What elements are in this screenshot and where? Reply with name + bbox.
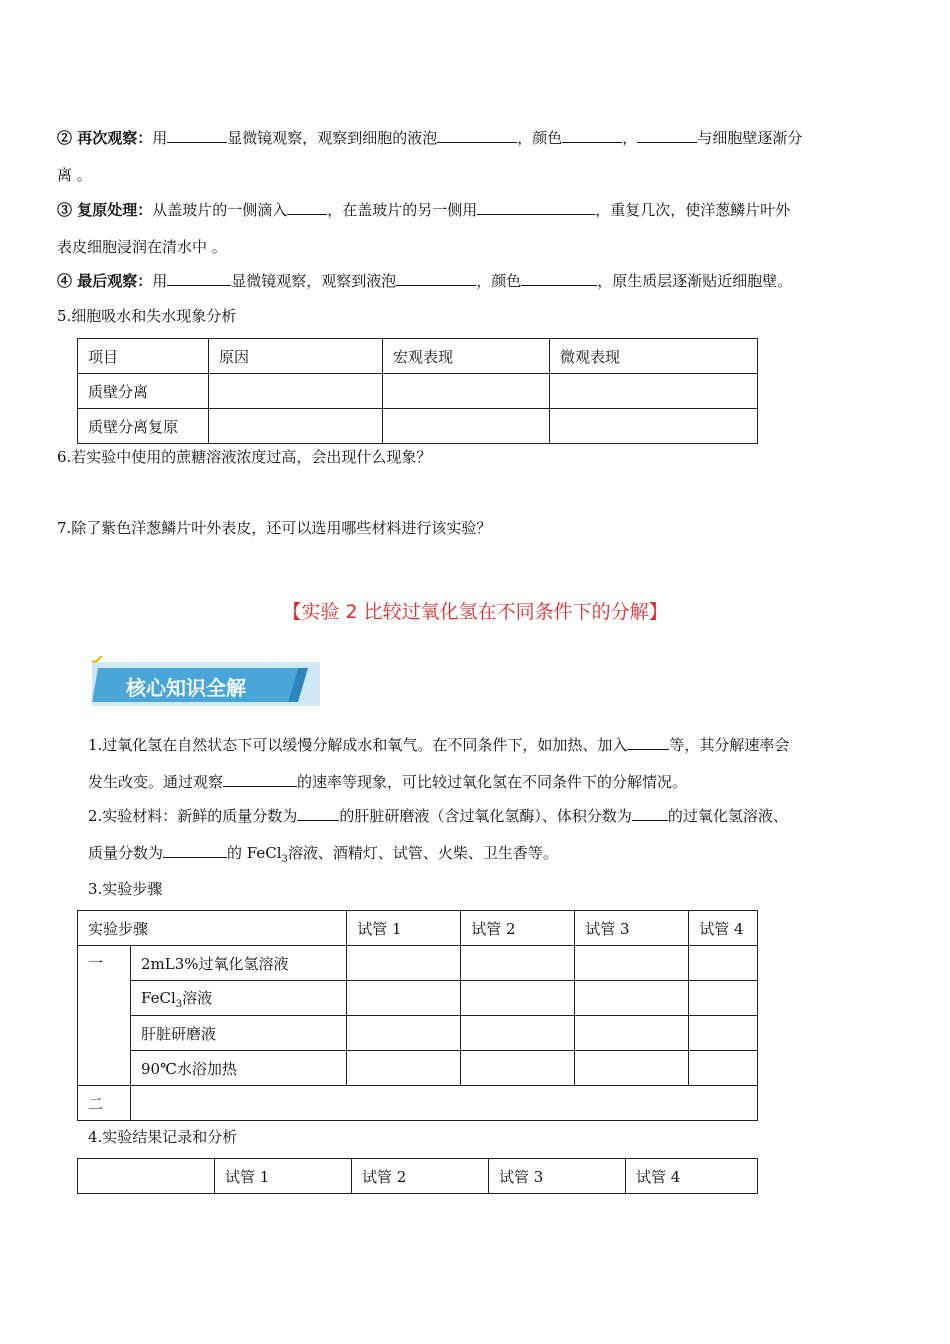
- k2-text5: 的 FeCl: [227, 844, 282, 862]
- k4-header-cell: 试管 1: [215, 1159, 352, 1194]
- step4-label: ④ 最后观察: [57, 272, 138, 290]
- step4-line1: [57, 271, 792, 291]
- core-knowledge-banner: [92, 656, 322, 712]
- q5-row-label: 质壁分离: [78, 374, 209, 409]
- table-row: [78, 1159, 758, 1194]
- step4-colon: ：: [137, 272, 153, 290]
- step3-line1: [57, 200, 790, 220]
- step3-text1: 从盖玻片的一侧滴入: [152, 201, 288, 219]
- k3-group1-label: 一: [78, 946, 131, 1086]
- k3-header-cell: 试管 4: [689, 911, 758, 946]
- step2-text1: 用: [152, 129, 168, 147]
- table-row: [78, 1051, 758, 1086]
- step2-blank-2[interactable]: [437, 128, 517, 143]
- section-title: 【实验 2 比较过氧化氢在不同条件下的分解】: [282, 601, 668, 623]
- k3-step-label: 2mL3%过氧化氢溶液: [131, 946, 347, 981]
- step3-line2: 表皮细胞浸润在清水中 。: [57, 238, 227, 256]
- k4-table: [77, 1158, 758, 1194]
- k3-cell[interactable]: [689, 946, 758, 981]
- step3-colon: ：: [137, 201, 153, 219]
- k3-step-label: [131, 981, 347, 1016]
- step4-text1: 用: [152, 272, 168, 290]
- k3-cell[interactable]: [461, 981, 575, 1016]
- q5-cell[interactable]: [383, 374, 550, 409]
- k3-step-label: 肝脏研磨液: [131, 1016, 347, 1051]
- table-row: [78, 374, 758, 409]
- q5-cell[interactable]: [550, 409, 758, 444]
- k4-header-cell: 试管 3: [489, 1159, 626, 1194]
- table-row: [78, 981, 758, 1016]
- step2-line1: [57, 128, 802, 148]
- q5-header-cell: 微观表现: [550, 339, 758, 374]
- k1-line1: [88, 735, 789, 755]
- k3-cell[interactable]: [575, 1051, 689, 1086]
- step2-label: ② 再次观察: [57, 129, 138, 147]
- step3-label: ③ 复原处理: [57, 201, 138, 219]
- k2-text1: 2.实验材料：新鲜的质量分数为: [88, 807, 298, 825]
- fecl-suffix: 溶液: [182, 988, 213, 1007]
- table-row: [78, 1016, 758, 1051]
- step2-colon: ：: [137, 129, 153, 147]
- step3-blank-2[interactable]: [477, 200, 595, 215]
- k4-header-cell: 试管 2: [352, 1159, 489, 1194]
- k3-group2-cell[interactable]: [131, 1086, 758, 1121]
- k3-table: [77, 910, 758, 1121]
- k3-cell[interactable]: [461, 1016, 575, 1051]
- table-row: [78, 339, 758, 374]
- fecl-sub: 3: [175, 998, 183, 1010]
- step4-text3: ，颜色: [476, 272, 522, 290]
- q5-table: [77, 338, 758, 444]
- k4-header-cell: 试管 4: [626, 1159, 758, 1194]
- q5-cell[interactable]: [209, 374, 383, 409]
- k3-cell[interactable]: [347, 981, 461, 1016]
- k1-line2: [88, 772, 687, 792]
- k3-header-cell: 实验步骤: [78, 911, 347, 946]
- table-row: [78, 911, 758, 946]
- k3-cell[interactable]: [689, 1016, 758, 1051]
- table-row: [78, 1086, 758, 1121]
- banner-text: 核心知识全解: [126, 676, 246, 700]
- k3-cell[interactable]: [575, 946, 689, 981]
- k3-header-cell: 试管 3: [575, 911, 689, 946]
- q5-cell[interactable]: [209, 409, 383, 444]
- k3-group2-label: 二: [78, 1086, 131, 1121]
- k1-text2: 等，其分解速率会: [669, 736, 790, 754]
- step2-text2: 显微镜观察，观察到细胞的液泡: [227, 129, 438, 147]
- checkmark-icon: [92, 656, 112, 662]
- k2-text3: 的过氧化氢溶液、: [667, 807, 788, 825]
- k3-cell[interactable]: [347, 1016, 461, 1051]
- step4-text2: 显微镜观察，观察到液泡: [231, 272, 397, 290]
- k3-cell[interactable]: [575, 1016, 689, 1051]
- k3-cell[interactable]: [347, 946, 461, 981]
- k3-header-cell: 试管 2: [461, 911, 575, 946]
- q5-cell[interactable]: [550, 374, 758, 409]
- k2-sub: 3: [281, 854, 288, 865]
- k3-cell[interactable]: [461, 1051, 575, 1086]
- k2-line2: [88, 843, 558, 870]
- k3-cell[interactable]: [461, 946, 575, 981]
- q5-row-label: 质壁分离复原: [78, 409, 209, 444]
- k2-blank-2[interactable]: [632, 806, 668, 821]
- k4-header-cell: [78, 1159, 215, 1194]
- k1-text3: 发生改变。通过观察: [88, 773, 224, 791]
- step2-text5: 与细胞壁逐渐分: [697, 129, 803, 147]
- k2-text6: 溶液、酒精灯、试管、火柴、卫生香等。: [287, 844, 558, 862]
- k2-line1: [88, 806, 788, 826]
- k4-heading: 4.实验结果记录和分析: [88, 1128, 238, 1146]
- k3-cell[interactable]: [575, 981, 689, 1016]
- step3-text3: ，重复几次，使洋葱鳞片叶外: [595, 201, 791, 219]
- k2-blank-1[interactable]: [297, 806, 339, 821]
- q5-heading: 5.细胞吸水和失水现象分析: [57, 307, 237, 325]
- step3-text2: ，在盖玻片的另一侧用: [327, 201, 478, 219]
- q5-cell[interactable]: [383, 409, 550, 444]
- q6-question: 6.若实验中使用的蔗糖溶液浓度过高，会出现什么现象？: [57, 448, 432, 466]
- k3-cell[interactable]: [689, 981, 758, 1016]
- step2-text4: ，: [622, 129, 638, 147]
- table-row: [78, 946, 758, 981]
- step2-line2: 离 。: [57, 166, 92, 184]
- step4-text4: ，原生质层逐渐贴近细胞壁。: [597, 272, 793, 290]
- k1-blank-2[interactable]: [223, 772, 297, 787]
- k2-text2: 的肝脏研磨液（含过氧化氢酶）、体积分数为: [339, 807, 632, 825]
- k1-blank-1[interactable]: [627, 735, 669, 750]
- step4-blank-3[interactable]: [521, 271, 597, 286]
- k2-blank-3[interactable]: [163, 843, 227, 858]
- q5-header-cell: 项目: [78, 339, 209, 374]
- k3-header-cell: 试管 1: [347, 911, 461, 946]
- k3-cell[interactable]: [347, 1051, 461, 1086]
- step2-blank-4[interactable]: [637, 128, 697, 143]
- k3-cell[interactable]: [689, 1051, 758, 1086]
- step3-blank-1[interactable]: [287, 200, 327, 215]
- k1-text1: 1.过氧化氢在自然状态下可以缓慢分解成水和氧气。在不同条件下，如加热、加入: [88, 736, 628, 754]
- k1-text4: 的速率等现象，可比较过氧化氢在不同条件下的分解情况。: [297, 773, 688, 791]
- fecl-text: FeCl: [141, 988, 176, 1007]
- q7-question: 7.除了紫色洋葱鳞片叶外表皮，还可以选用哪些材料进行该实验？: [57, 519, 492, 537]
- q5-header-cell: 宏观表现: [383, 339, 550, 374]
- k3-heading: 3.实验步骤: [88, 880, 163, 898]
- step4-blank-1[interactable]: [167, 271, 231, 286]
- step2-blank-3[interactable]: [562, 128, 622, 143]
- q5-header-cell: 原因: [209, 339, 383, 374]
- step2-blank-1[interactable]: [167, 128, 227, 143]
- step2-text3: ，颜色: [517, 129, 563, 147]
- step4-blank-2[interactable]: [396, 271, 476, 286]
- table-row: [78, 409, 758, 444]
- k3-step-label: 90℃水浴加热: [131, 1051, 347, 1086]
- k2-text4: 质量分数为: [88, 844, 164, 862]
